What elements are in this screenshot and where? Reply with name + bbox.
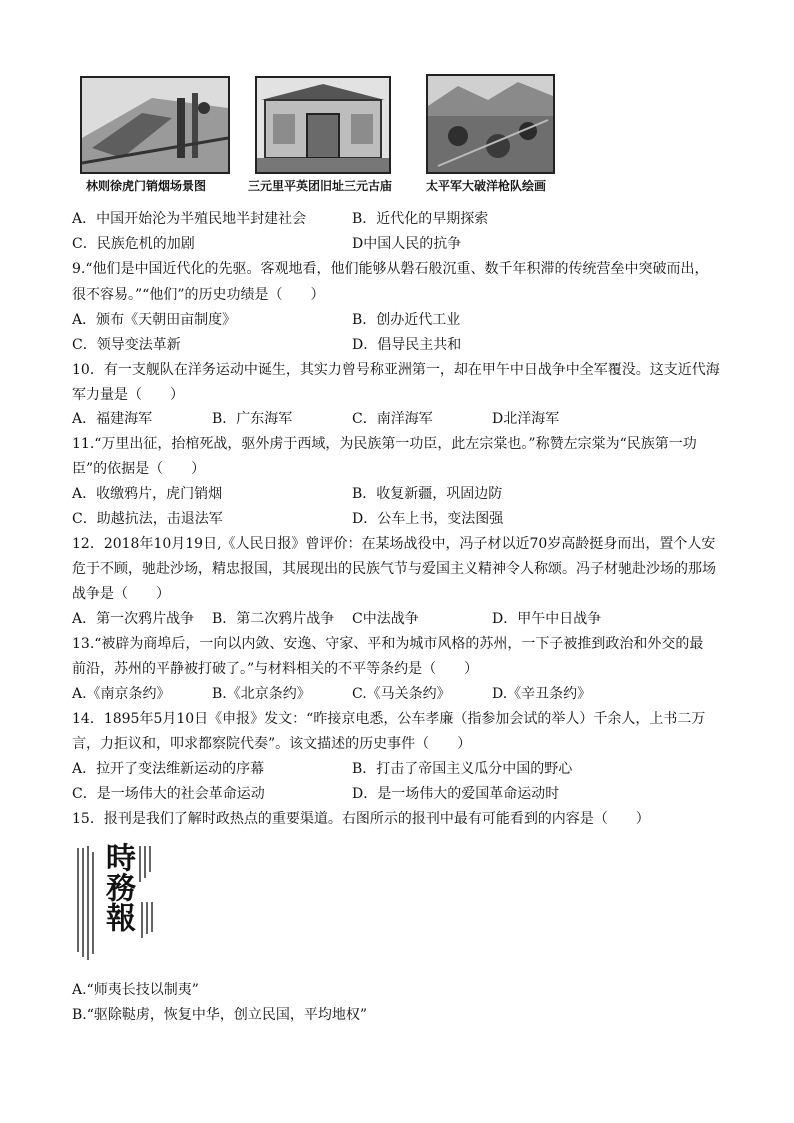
opium-scene-illustration [82, 78, 228, 172]
temple-illustration [257, 78, 389, 172]
q9-option-a: A．颁布《天朝田亩制度》 [72, 312, 237, 328]
q13-stem-line1: 13.“被辟为商埠后，一向以内敛、安逸、守家、平和为城市风格的苏州，一下子被推到政治和外交的最 [72, 636, 704, 652]
q9-stem-line1: 9.“他们是中国近代化的先驱。客观地看，他们能够从磐石般沉重、数千年积滞的传统营垒中突破而出， [72, 261, 709, 277]
image-sanyuanli-temple [255, 76, 391, 174]
image-taiping-battle [426, 74, 555, 174]
q11-option-d: D．公车上书，变法图强 [352, 511, 504, 527]
battle-illustration [428, 76, 553, 172]
q11-option-c: C．助越抗法，击退法军 [72, 511, 223, 527]
image2-caption: 三元里平英团旧址三元古庙 [248, 179, 393, 193]
q13-option-b: B.《北京条约》 [212, 686, 311, 702]
q9-option-b: B．创办近代工业 [352, 312, 461, 328]
q12-option-b: B．第二次鸦片战争 [212, 611, 335, 627]
q13-option-a: A.《南京条约》 [72, 686, 171, 702]
q8-option-c: C．民族危机的加剧 [72, 236, 195, 252]
q12-stem-line1: 12．2018年10月19日,《人民日报》曾评价：在某场战役中，冯子材以近70岁高龄挺身而出，置个人安 [72, 536, 716, 552]
q10-option-b: B．广东海军 [212, 411, 293, 427]
q13-stem-line2: 前沿，苏州的平静被打破了。”与材料相关的不平等条约是（ ） [72, 661, 479, 677]
q14-stem-line2: 言，力拒议和，叩求都察院代奏”。该文描述的历史事件（ ） [72, 736, 472, 752]
q15-stem: 15．报刊是我们了解时政热点的重要渠道。右图所示的报刊中最有可能看到的内容是（ ） [72, 811, 650, 827]
q11-stem-line2: 臣”的依据是（ ） [72, 461, 206, 477]
q10-option-a: A．福建海军 [72, 411, 153, 427]
q14-option-c: C．是一场伟大的社会革命运动 [72, 786, 265, 802]
image3-caption: 太平军大破洋枪队绘画 [426, 179, 547, 193]
q11-stem-line1: 11.“万里出征，抬棺死战，驱外虏于西域，为民族第一功臣，此左宗棠也。”称赞左宗棠为“民族第一功 [72, 436, 697, 452]
q12-option-c: C中法战争 [352, 611, 419, 627]
q8-option-b: B．近代化的早期探索 [352, 211, 489, 227]
q15-option-b: B.“驱除鞑虏，恢复中华，创立民国，平均地权” [72, 1007, 368, 1023]
q14-option-b: B．打击了帝国主义瓜分中国的野心 [352, 761, 573, 777]
q15-option-a: A.“师夷长技以制夷” [72, 982, 199, 998]
q12-option-a: A．第一次鸦片战争 [72, 611, 195, 627]
q10-stem-line2: 军力量是（ ） [72, 387, 184, 403]
q8-option-a: A．中国开始沦为半殖民地半封建社会 [72, 211, 307, 227]
q14-option-a: A．拉开了变法维新运动的序幕 [72, 761, 265, 777]
image1-caption: 林则徐虎门销烟场景图 [86, 179, 207, 193]
q12-stem-line2: 危于不顾，驰赴沙场，精忠报国，其展现出的民族气节与爱国主义精神令人称颂。冯子材驰赴沙场的那场 [72, 561, 716, 577]
q8-option-d: D中国人民的抗争 [352, 236, 462, 252]
shiwubao-newspaper-image [72, 842, 164, 968]
q12-stem-line3: 战争是（ ） [72, 586, 170, 602]
q9-stem-line2: 很不容易。”“他们”的历史功绩是（ ） [72, 287, 325, 303]
q13-option-c: C.《马关条约》 [352, 686, 451, 702]
q10-option-d: D北洋海军 [492, 411, 560, 427]
q9-option-d: D．倡导民主共和 [352, 337, 462, 353]
image-opium-destruction [80, 76, 230, 174]
q14-option-d: D．是一场伟大的爱国革命运动时 [352, 786, 560, 802]
q10-stem-line1: 10．有一支舰队在洋务运动中诞生，其实力曾号称亚洲第一，却在甲午中日战争中全军覆没。这支近代海 [72, 362, 720, 378]
q10-option-c: C．南洋海军 [352, 411, 433, 427]
q13-option-d: D.《辛丑条约》 [492, 686, 592, 702]
q11-option-b: B．收复新疆，巩固边防 [352, 486, 503, 502]
q11-option-a: A．收缴鸦片，虎门销烟 [72, 486, 223, 502]
q12-option-d: D．甲午中日战争 [492, 611, 602, 627]
q9-option-c: C．领导变法革新 [72, 337, 181, 353]
newspaper-title: 時務報 [100, 842, 135, 932]
q14-stem-line1: 14．1895年5月10日《申报》发文：“昨接京电悉，公车孝廉（指参加会试的举人）千余人，上书二万 [72, 711, 706, 727]
